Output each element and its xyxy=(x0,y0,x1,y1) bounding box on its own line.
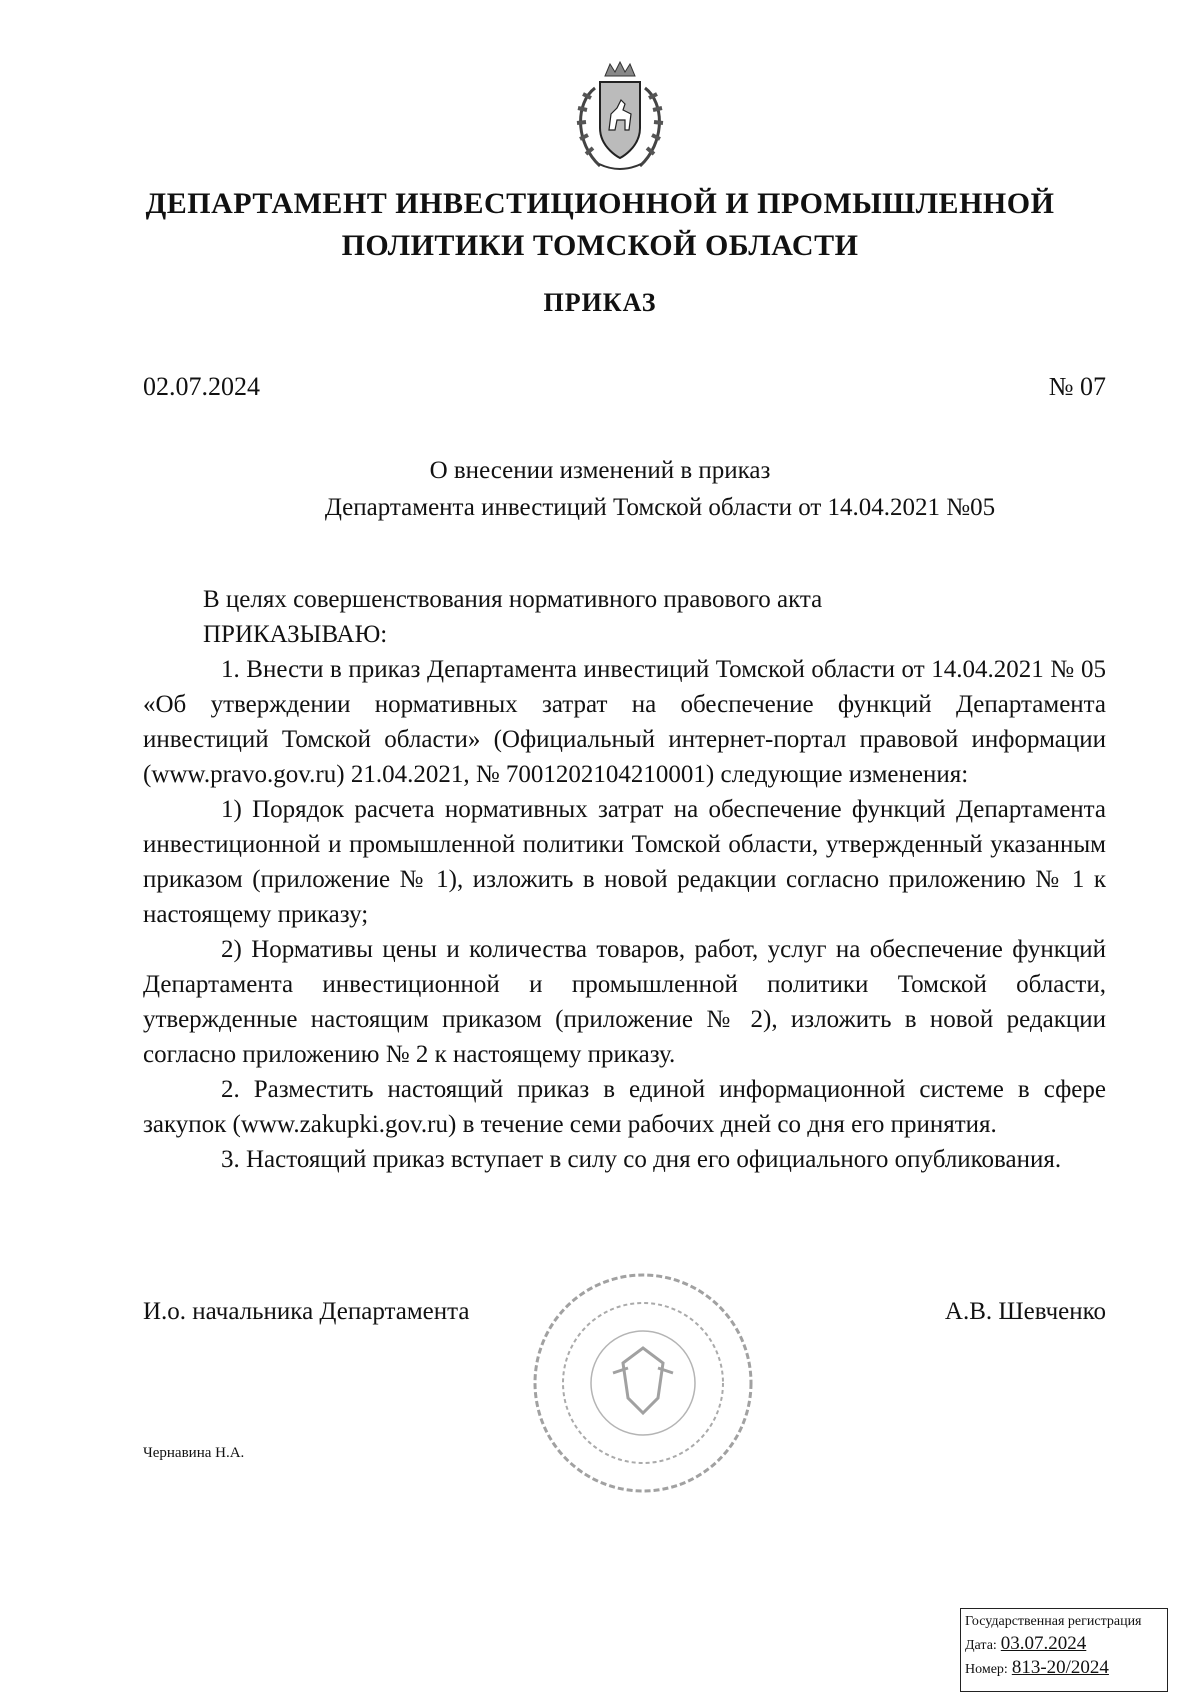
registration-date-row xyxy=(965,1633,1163,1657)
registration-box xyxy=(960,1608,1168,1692)
organization-title-line2: ПОЛИТИКИ ТОМСКОЙ ОБЛАСТИ xyxy=(341,229,859,262)
clause-2: 2. Разместить настоящий приказ в единой информационной системе в сфере закупок (www.zakupki.gov.ru) в течение семи рабочих дней со дня его принятия. xyxy=(143,1076,1106,1138)
registration-date-label: Дата: xyxy=(965,1638,997,1653)
registration-number-row xyxy=(965,1657,1163,1681)
registration-number-label: Номер: xyxy=(965,1662,1008,1677)
official-seal-stamp xyxy=(528,1268,758,1498)
coat-of-arms-emblem xyxy=(555,58,685,178)
signatory-title: И.о. начальника Департамента xyxy=(143,1298,470,1325)
signatory-name: А.В. Шевченко xyxy=(944,1298,1106,1325)
document-subject xyxy=(60,452,1140,526)
clause-3: 3. Настоящий приказ вступает в силу со дня его официального опубликования. xyxy=(221,1146,1062,1173)
executor-name: Чернавина Н.А. xyxy=(143,1445,245,1461)
subject-line1: О внесении изменений в приказ xyxy=(429,457,771,484)
registration-date-value: 03.07.2024 xyxy=(1000,1633,1087,1654)
organization-title xyxy=(60,183,1140,267)
document-type: ПРИКАЗ xyxy=(543,288,657,317)
order-word: ПРИКАЗЫВАЮ: xyxy=(203,621,388,648)
clause-1: 1. Внести в приказ Департамента инвестиций Томской области от 14.04.2021 № 05 «Об утверждении нормативных затрат на обеспечение функций Департамента инвестиций Томской области» (Официальный интернет-портал правовой информации (www.pravo.gov.ru) 21.04.2021, № 7001202104210001) следующие изменения: xyxy=(143,656,1106,788)
clause-1-subitem-1: 1) Порядок расчета нормативных затрат на обеспечение функций Департамента инвестиционной и промышленной политики Томской области, утвержденный указанным приказом (приложение № 1), изложить в новой редакции согласно приложению № 1 к настоящему приказу; xyxy=(143,796,1106,928)
preamble-paragraph: В целях совершенствования нормативного правового акта xyxy=(203,586,823,613)
document-date: 02.07.2024 xyxy=(143,372,260,401)
subject-line2: Департамента инвестиций Томской области от 14.04.2021 №05 xyxy=(324,494,996,521)
registration-number-value: 813-20/2024 xyxy=(1011,1657,1109,1678)
document-body xyxy=(143,582,1106,1177)
registration-heading: Государственная регистрация xyxy=(965,1614,1142,1629)
organization-title-line1: ДЕПАРТАМЕНТ ИНВЕСТИЦИОННОЙ И ПРОМЫШЛЕННОЙ xyxy=(145,187,1055,220)
clause-1-subitem-2: 2) Нормативы цены и количества товаров, работ, услуг на обеспечение функций Департамента инвестиционной и промышленной политики Томской области, утвержденные настоящим приказом (приложение № 2), изложить в новой редакции согласно приложению № 2 к настоящему приказу. xyxy=(143,936,1106,1068)
document-number: № 07 xyxy=(1048,372,1106,401)
